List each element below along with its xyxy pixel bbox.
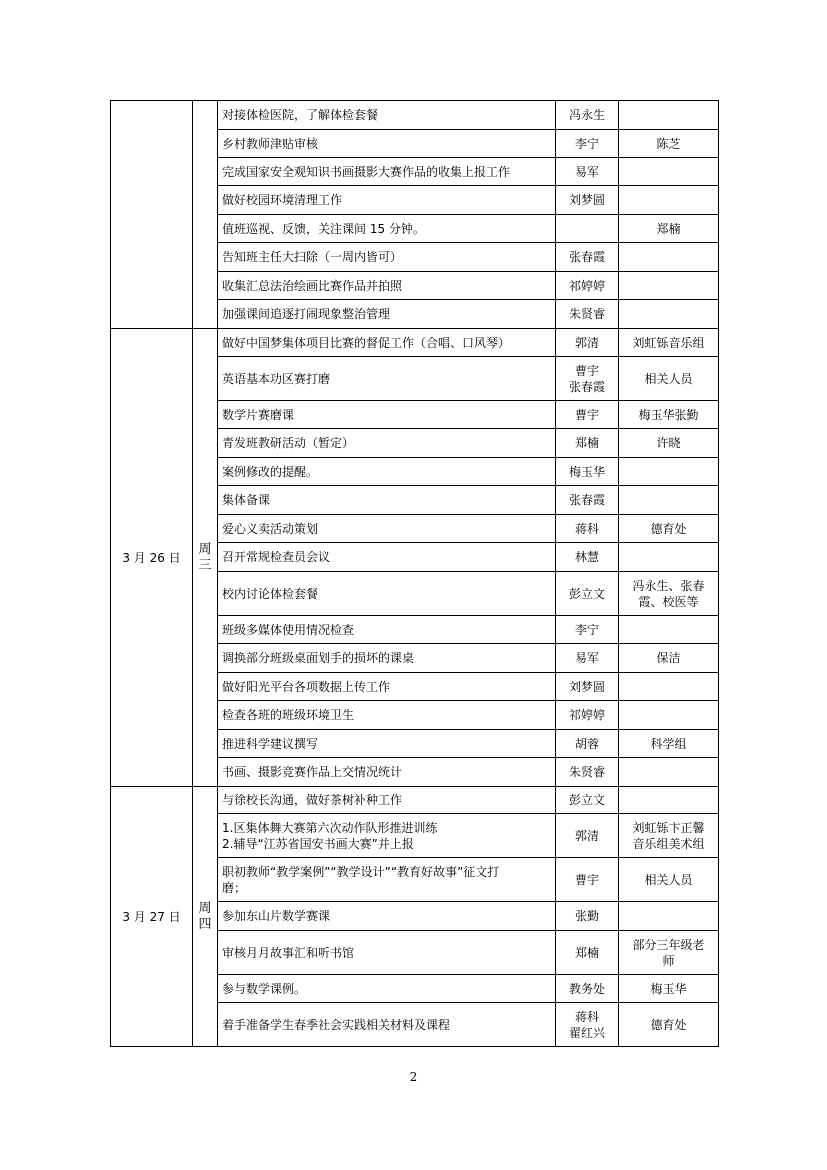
weekday-char: 周 (198, 900, 212, 916)
person-text: 曹宇 (574, 407, 599, 422)
cooperator-cell (619, 458, 719, 486)
task-cell (218, 673, 556, 701)
task-cell (218, 644, 556, 673)
person-cell (556, 486, 619, 515)
task-cell (218, 272, 556, 300)
cooperator-cell (619, 101, 719, 130)
task-cell (218, 186, 556, 215)
person-text: 教务处 (568, 981, 605, 996)
person-cell (556, 101, 619, 130)
person-cell (556, 401, 619, 429)
person-text: 朱贤睿 (568, 307, 605, 321)
cooperator-text: 部分三年级老 (632, 937, 705, 952)
cooperator-cell (619, 902, 719, 931)
person-cell (556, 902, 619, 931)
cooperator-cell (619, 616, 719, 644)
cooperator-cell (619, 858, 719, 902)
date-cell (111, 101, 193, 329)
person-text: 蒋科 (574, 1009, 599, 1024)
cooperator-text: 相关人员 (644, 872, 693, 887)
task-text: 推进科学建议撰写 (222, 736, 319, 751)
person-text: 易军 (574, 651, 599, 665)
task-text: 青发班教研活动（暂定） (222, 436, 355, 450)
cooperator-text: 师 (662, 953, 675, 968)
task-cell (218, 616, 556, 644)
person-cell (556, 701, 619, 730)
task-cell (218, 130, 556, 158)
weekday-cell (193, 101, 218, 329)
task-text: 1.区集体舞大赛第六次动作队形推进训练 (222, 820, 438, 835)
cooperator-cell (619, 272, 719, 300)
weekday-cell (193, 787, 218, 1047)
date-cell: 3 月 26 日 (111, 329, 193, 787)
person-text: 张勤 (574, 909, 599, 923)
cooperator-cell (619, 186, 719, 215)
person-text: 刘梦圆 (568, 679, 605, 694)
table-row (111, 101, 719, 130)
cooperator-text: 梅玉华 (650, 981, 687, 996)
person-cell (556, 931, 619, 975)
cooperator-text: 许晓 (656, 436, 681, 450)
cooperator-cell (619, 572, 719, 616)
person-cell (556, 543, 619, 572)
person-cell (556, 572, 619, 616)
task-text: 审核月月故事汇和听书馆 (222, 945, 355, 960)
person-text: 冯永生 (568, 108, 605, 122)
task-cell (218, 329, 556, 357)
task-cell (218, 572, 556, 616)
task-text: 检查各班的班级环境卫生 (222, 708, 355, 722)
person-cell (556, 300, 619, 329)
cooperator-text: 保洁 (656, 651, 681, 665)
task-text: 告知班主任大扫除（一周内皆可） (222, 250, 403, 264)
cooperator-cell (619, 543, 719, 572)
task-cell (218, 300, 556, 329)
person-cell (556, 215, 619, 243)
person-text: 刘梦圆 (568, 193, 605, 207)
cooperator-text: 德育处 (650, 521, 687, 536)
person-cell (556, 130, 619, 158)
person-cell (556, 644, 619, 673)
task-text: 与徐校长沟通，做好茶树补种工作 (222, 793, 403, 807)
page-number: 2 (409, 1070, 418, 1084)
cooperator-cell (619, 429, 719, 458)
task-text: 对接体检医院，了解体检套餐 (222, 108, 379, 122)
task-cell (218, 701, 556, 730)
cooperator-text: 霞、校医等 (638, 594, 699, 609)
task-text: 完成国家安全观知识书画摄影大赛作品的收集上报工作 (222, 164, 511, 179)
person-text: 张春霞 (568, 379, 605, 394)
cooperator-cell (619, 975, 719, 1003)
person-text: 易军 (574, 164, 599, 179)
task-cell (218, 515, 556, 543)
person-text: 梅玉华 (568, 464, 605, 479)
person-cell (556, 429, 619, 458)
task-cell (218, 758, 556, 787)
table-row (111, 787, 719, 814)
task-text: 召开常规检查员会议 (222, 550, 331, 564)
task-text: 参加东山片数学赛课 (222, 909, 331, 923)
cooperator-text: 冯永生、张春 (632, 578, 705, 593)
person-cell (556, 975, 619, 1003)
cooperator-text: 德育处 (650, 1017, 687, 1032)
cooperator-cell (619, 357, 719, 401)
task-cell (218, 931, 556, 975)
weekday-char: 三 (198, 557, 212, 573)
task-cell (218, 814, 556, 858)
cooperator-cell (619, 158, 719, 186)
person-cell (556, 243, 619, 272)
task-cell (218, 401, 556, 429)
task-cell (218, 243, 556, 272)
cooperator-cell (619, 701, 719, 730)
cooperator-text: 相关人员 (644, 371, 693, 386)
person-cell (556, 616, 619, 644)
task-text: 加强课间追逐打闹现象整治管理 (222, 307, 391, 321)
task-text: 做好中国梦集体项目比赛的督促工作（合唱、口风琴） (222, 335, 511, 350)
person-cell (556, 515, 619, 543)
person-text: 翟红兴 (568, 1025, 605, 1040)
task-text: 值班巡视、反馈，关注课间 15 分钟。 (222, 221, 425, 236)
person-text: 蒋科 (574, 521, 599, 536)
weekday-char: 周 (198, 541, 212, 557)
person-text: 张春霞 (568, 250, 605, 264)
cooperator-cell (619, 787, 719, 814)
person-cell (556, 814, 619, 858)
task-text: 着手准备学生春季社会实践相关材料及课程 (222, 1017, 451, 1032)
task-cell (218, 902, 556, 931)
cooperator-cell (619, 814, 719, 858)
person-cell (556, 1003, 619, 1047)
task-text: 做好阳光平台各项数据上传工作 (222, 679, 391, 694)
task-cell (218, 215, 556, 243)
person-text: 郑楠 (574, 436, 599, 450)
weekday-cell (193, 329, 218, 787)
person-text: 祁婷婷 (568, 278, 605, 293)
cooperator-cell (619, 758, 719, 787)
task-text: 英语基本功区赛打磨 (222, 371, 331, 386)
person-text: 彭立文 (568, 586, 605, 601)
task-text: 2.辅导“江苏省国安书画大赛”并上报 (222, 836, 414, 851)
task-text: 职初教师“教学案例”“教学设计”“教育好故事”征文打 (222, 864, 500, 879)
person-cell (556, 858, 619, 902)
cooperator-cell (619, 401, 719, 429)
person-text: 曹宇 (574, 363, 599, 378)
task-cell (218, 975, 556, 1003)
cooperator-text: 陈芝 (656, 136, 681, 151)
task-text: 校内讨论体检套餐 (222, 586, 319, 601)
task-text: 书画、摄影竞赛作品上交情况统计 (222, 765, 403, 779)
task-cell (218, 101, 556, 130)
task-text: 收集汇总法治绘画比赛作品并拍照 (222, 278, 403, 293)
person-cell (556, 730, 619, 758)
person-text: 祁婷婷 (568, 708, 605, 722)
task-cell (218, 858, 556, 902)
person-text: 林慧 (574, 550, 599, 564)
person-cell (556, 787, 619, 814)
person-cell (556, 357, 619, 401)
task-text: 爱心义卖活动策划 (222, 521, 319, 536)
task-cell (218, 458, 556, 486)
task-cell (218, 1003, 556, 1047)
person-text: 朱贤睿 (568, 765, 605, 779)
person-text: 郭清 (574, 828, 599, 843)
task-cell (218, 357, 556, 401)
person-text: 曹宇 (574, 872, 599, 887)
person-text: 李宁 (574, 136, 599, 151)
cooperator-cell (619, 130, 719, 158)
task-text: 乡村教师津贴审核 (222, 136, 319, 151)
person-text: 郭清 (574, 335, 599, 350)
cooperator-cell (619, 1003, 719, 1047)
cooperator-cell (619, 486, 719, 515)
task-text: 磨； (222, 880, 247, 895)
task-cell (218, 543, 556, 572)
table-row (111, 329, 719, 357)
task-text: 案例修改的提醒。 (222, 464, 319, 479)
cooperator-cell (619, 515, 719, 543)
cooperator-cell (619, 300, 719, 329)
task-cell (218, 486, 556, 515)
cooperator-text: 科学组 (650, 736, 687, 751)
person-cell (556, 329, 619, 357)
weekday-char: 四 (198, 916, 212, 932)
cooperator-text: 郑楠 (656, 221, 681, 236)
cooperator-text: 刘虹铄音乐组 (632, 335, 705, 350)
cooperator-text: 刘虹铄卞正馨 (632, 820, 705, 835)
cooperator-text: 音乐组美术组 (632, 836, 705, 851)
person-cell (556, 758, 619, 787)
cooperator-text: 梅玉华张勤 (638, 407, 699, 422)
person-cell (556, 186, 619, 215)
task-text: 调换部分班级桌面划手的损坏的课桌 (222, 651, 415, 665)
person-cell (556, 673, 619, 701)
person-cell (556, 272, 619, 300)
task-text: 参与数学课例。 (222, 981, 307, 996)
person-cell (556, 158, 619, 186)
task-cell (218, 730, 556, 758)
person-cell (556, 458, 619, 486)
person-text: 胡蓉 (574, 736, 599, 751)
person-text: 彭立文 (568, 793, 605, 807)
cooperator-cell (619, 215, 719, 243)
schedule-table (110, 100, 719, 1047)
person-text: 张春霞 (568, 493, 605, 507)
task-text: 数学片赛磨课 (222, 407, 295, 422)
task-text: 集体备课 (222, 493, 271, 507)
cooperator-cell (619, 243, 719, 272)
date-cell: 3 月 27 日 (111, 787, 193, 1047)
person-text: 郑楠 (574, 945, 599, 960)
cooperator-cell (619, 329, 719, 357)
task-text: 班级多媒体使用情况检查 (222, 622, 355, 637)
cooperator-cell (619, 644, 719, 673)
task-text: 做好校园环境清理工作 (222, 193, 343, 207)
cooperator-cell (619, 730, 719, 758)
task-cell (218, 429, 556, 458)
cooperator-cell (619, 931, 719, 975)
cooperator-cell (619, 673, 719, 701)
person-text: 李宁 (574, 622, 599, 637)
task-cell (218, 787, 556, 814)
task-cell (218, 158, 556, 186)
